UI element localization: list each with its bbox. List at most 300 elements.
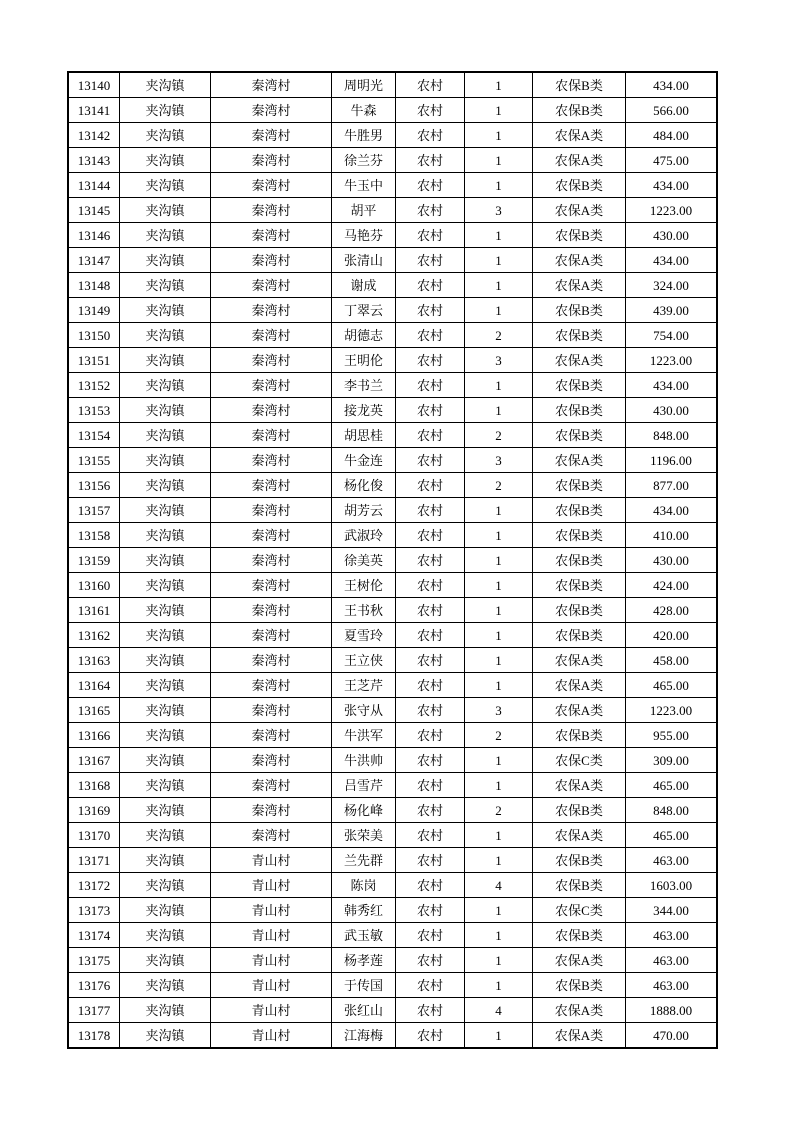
table-row (68, 748, 717, 773)
table-row (68, 423, 717, 448)
cell-amount: 1223.00 (626, 698, 718, 723)
table-row (68, 72, 717, 98)
cell-residence-type: 农村 (396, 698, 465, 723)
cell-person-name: 杨化俊 (332, 473, 396, 498)
cell-residence-type: 农村 (396, 773, 465, 798)
cell-person-name: 胡平 (332, 198, 396, 223)
cell-person-count: 1 (465, 748, 533, 773)
cell-village: 秦湾村 (211, 673, 332, 698)
cell-serial-number: 13161 (68, 598, 120, 623)
cell-village: 秦湾村 (211, 72, 332, 98)
cell-serial-number: 13141 (68, 98, 120, 123)
cell-person-count: 1 (465, 72, 533, 98)
cell-village: 秦湾村 (211, 823, 332, 848)
cell-village: 青山村 (211, 898, 332, 923)
cell-serial-number: 13151 (68, 348, 120, 373)
cell-residence-type: 农村 (396, 198, 465, 223)
cell-person-count: 1 (465, 973, 533, 998)
cell-village: 秦湾村 (211, 423, 332, 448)
cell-serial-number: 13173 (68, 898, 120, 923)
cell-amount: 428.00 (626, 598, 718, 623)
cell-serial-number: 13153 (68, 398, 120, 423)
cell-town: 夹沟镇 (120, 623, 211, 648)
cell-person-name: 牛森 (332, 98, 396, 123)
cell-village: 秦湾村 (211, 123, 332, 148)
cell-person-name: 周明光 (332, 72, 396, 98)
cell-serial-number: 13172 (68, 873, 120, 898)
cell-village: 青山村 (211, 848, 332, 873)
cell-serial-number: 13170 (68, 823, 120, 848)
cell-person-count: 1 (465, 673, 533, 698)
cell-town: 夹沟镇 (120, 998, 211, 1023)
cell-amount: 463.00 (626, 923, 718, 948)
cell-village: 秦湾村 (211, 473, 332, 498)
cell-village: 秦湾村 (211, 548, 332, 573)
cell-town: 夹沟镇 (120, 148, 211, 173)
cell-amount: 470.00 (626, 1023, 718, 1049)
cell-person-count: 1 (465, 498, 533, 523)
cell-amount: 420.00 (626, 623, 718, 648)
cell-village: 秦湾村 (211, 448, 332, 473)
cell-residence-type: 农村 (396, 223, 465, 248)
table-row (68, 998, 717, 1023)
cell-village: 青山村 (211, 1023, 332, 1049)
table-row (68, 648, 717, 673)
cell-insurance-category: 农保B类 (533, 548, 626, 573)
cell-person-count: 1 (465, 948, 533, 973)
cell-town: 夹沟镇 (120, 923, 211, 948)
cell-town: 夹沟镇 (120, 798, 211, 823)
cell-serial-number: 13164 (68, 673, 120, 698)
cell-town: 夹沟镇 (120, 223, 211, 248)
cell-residence-type: 农村 (396, 598, 465, 623)
cell-residence-type: 农村 (396, 973, 465, 998)
cell-serial-number: 13166 (68, 723, 120, 748)
cell-insurance-category: 农保A类 (533, 198, 626, 223)
cell-town: 夹沟镇 (120, 748, 211, 773)
cell-insurance-category: 农保A类 (533, 148, 626, 173)
cell-person-count: 2 (465, 323, 533, 348)
cell-town: 夹沟镇 (120, 898, 211, 923)
cell-insurance-category: 农保B类 (533, 798, 626, 823)
cell-insurance-category: 农保A类 (533, 248, 626, 273)
cell-residence-type: 农村 (396, 323, 465, 348)
cell-insurance-category: 农保A类 (533, 823, 626, 848)
cell-town: 夹沟镇 (120, 823, 211, 848)
cell-village: 秦湾村 (211, 698, 332, 723)
cell-town: 夹沟镇 (120, 598, 211, 623)
cell-amount: 439.00 (626, 298, 718, 323)
cell-town: 夹沟镇 (120, 523, 211, 548)
cell-village: 秦湾村 (211, 273, 332, 298)
cell-serial-number: 13162 (68, 623, 120, 648)
cell-village: 秦湾村 (211, 598, 332, 623)
cell-serial-number: 13145 (68, 198, 120, 223)
cell-residence-type: 农村 (396, 448, 465, 473)
table-row (68, 1023, 717, 1049)
table-row (68, 798, 717, 823)
cell-person-name: 于传国 (332, 973, 396, 998)
cell-town: 夹沟镇 (120, 98, 211, 123)
cell-person-name: 接龙英 (332, 398, 396, 423)
cell-village: 秦湾村 (211, 498, 332, 523)
cell-town: 夹沟镇 (120, 473, 211, 498)
cell-person-name: 张荣美 (332, 823, 396, 848)
cell-town: 夹沟镇 (120, 273, 211, 298)
cell-person-name: 牛洪帅 (332, 748, 396, 773)
cell-residence-type: 农村 (396, 523, 465, 548)
cell-residence-type: 农村 (396, 398, 465, 423)
cell-town: 夹沟镇 (120, 1023, 211, 1049)
cell-amount: 1888.00 (626, 998, 718, 1023)
cell-serial-number: 13178 (68, 1023, 120, 1049)
cell-person-count: 1 (465, 248, 533, 273)
cell-residence-type: 农村 (396, 348, 465, 373)
cell-person-name: 吕雪芹 (332, 773, 396, 798)
cell-person-name: 杨孝莲 (332, 948, 396, 973)
cell-insurance-category: 农保B类 (533, 398, 626, 423)
cell-insurance-category: 农保B类 (533, 72, 626, 98)
cell-serial-number: 13148 (68, 273, 120, 298)
cell-village: 青山村 (211, 873, 332, 898)
cell-person-name: 李书兰 (332, 373, 396, 398)
cell-residence-type: 农村 (396, 798, 465, 823)
cell-person-name: 韩秀红 (332, 898, 396, 923)
cell-town: 夹沟镇 (120, 723, 211, 748)
cell-person-count: 4 (465, 998, 533, 1023)
cell-person-count: 1 (465, 623, 533, 648)
cell-town: 夹沟镇 (120, 848, 211, 873)
cell-person-count: 1 (465, 848, 533, 873)
cell-serial-number: 13144 (68, 173, 120, 198)
cell-town: 夹沟镇 (120, 448, 211, 473)
cell-serial-number: 13171 (68, 848, 120, 873)
cell-residence-type: 农村 (396, 273, 465, 298)
cell-residence-type: 农村 (396, 423, 465, 448)
cell-village: 秦湾村 (211, 398, 332, 423)
cell-person-count: 3 (465, 198, 533, 223)
cell-amount: 309.00 (626, 748, 718, 773)
cell-town: 夹沟镇 (120, 323, 211, 348)
cell-village: 秦湾村 (211, 523, 332, 548)
cell-village: 秦湾村 (211, 98, 332, 123)
table-row (68, 398, 717, 423)
cell-residence-type: 农村 (396, 298, 465, 323)
cell-person-count: 1 (465, 373, 533, 398)
cell-serial-number: 13147 (68, 248, 120, 273)
cell-town: 夹沟镇 (120, 548, 211, 573)
table-row (68, 223, 717, 248)
cell-amount: 465.00 (626, 673, 718, 698)
cell-residence-type: 农村 (396, 248, 465, 273)
cell-village: 青山村 (211, 973, 332, 998)
table-row (68, 248, 717, 273)
cell-person-count: 1 (465, 223, 533, 248)
cell-person-name: 陈岗 (332, 873, 396, 898)
table-row (68, 473, 717, 498)
cell-amount: 465.00 (626, 773, 718, 798)
cell-insurance-category: 农保B类 (533, 923, 626, 948)
cell-person-name: 夏雪玲 (332, 623, 396, 648)
cell-person-count: 1 (465, 823, 533, 848)
cell-amount: 463.00 (626, 973, 718, 998)
cell-amount: 434.00 (626, 498, 718, 523)
cell-residence-type: 农村 (396, 573, 465, 598)
cell-amount: 463.00 (626, 948, 718, 973)
cell-serial-number: 13159 (68, 548, 120, 573)
cell-person-name: 牛洪军 (332, 723, 396, 748)
cell-person-count: 1 (465, 1023, 533, 1049)
cell-insurance-category: 农保A类 (533, 348, 626, 373)
cell-residence-type: 农村 (396, 498, 465, 523)
cell-person-count: 2 (465, 798, 533, 823)
cell-amount: 434.00 (626, 72, 718, 98)
cell-insurance-category: 农保B类 (533, 223, 626, 248)
insurance-payment-table (67, 71, 718, 1049)
cell-amount: 754.00 (626, 323, 718, 348)
cell-town: 夹沟镇 (120, 373, 211, 398)
cell-amount: 410.00 (626, 523, 718, 548)
cell-insurance-category: 农保B类 (533, 173, 626, 198)
cell-serial-number: 13175 (68, 948, 120, 973)
cell-serial-number: 13152 (68, 373, 120, 398)
cell-village: 秦湾村 (211, 148, 332, 173)
cell-village: 秦湾村 (211, 223, 332, 248)
cell-serial-number: 13155 (68, 448, 120, 473)
cell-person-name: 牛金连 (332, 448, 396, 473)
table-row (68, 173, 717, 198)
cell-residence-type: 农村 (396, 748, 465, 773)
cell-residence-type: 农村 (396, 873, 465, 898)
cell-person-count: 1 (465, 398, 533, 423)
cell-insurance-category: 农保B类 (533, 373, 626, 398)
cell-town: 夹沟镇 (120, 873, 211, 898)
cell-insurance-category: 农保A类 (533, 448, 626, 473)
cell-person-count: 2 (465, 723, 533, 748)
cell-village: 秦湾村 (211, 298, 332, 323)
cell-village: 青山村 (211, 998, 332, 1023)
table-row (68, 673, 717, 698)
cell-insurance-category: 农保C类 (533, 748, 626, 773)
cell-amount: 848.00 (626, 423, 718, 448)
cell-town: 夹沟镇 (120, 398, 211, 423)
cell-serial-number: 13174 (68, 923, 120, 948)
cell-serial-number: 13140 (68, 72, 120, 98)
cell-residence-type: 农村 (396, 848, 465, 873)
cell-village: 秦湾村 (211, 323, 332, 348)
cell-residence-type: 农村 (396, 148, 465, 173)
cell-person-name: 江海梅 (332, 1023, 396, 1049)
cell-town: 夹沟镇 (120, 573, 211, 598)
cell-person-name: 谢成 (332, 273, 396, 298)
cell-person-name: 王芝芹 (332, 673, 396, 698)
cell-serial-number: 13146 (68, 223, 120, 248)
table-row (68, 448, 717, 473)
cell-person-count: 1 (465, 98, 533, 123)
cell-town: 夹沟镇 (120, 173, 211, 198)
cell-amount: 324.00 (626, 273, 718, 298)
table-row (68, 498, 717, 523)
cell-town: 夹沟镇 (120, 973, 211, 998)
cell-residence-type: 农村 (396, 373, 465, 398)
cell-village: 青山村 (211, 923, 332, 948)
cell-amount: 430.00 (626, 548, 718, 573)
cell-village: 秦湾村 (211, 373, 332, 398)
cell-insurance-category: 农保B类 (533, 873, 626, 898)
table-body (68, 72, 717, 1048)
cell-village: 秦湾村 (211, 573, 332, 598)
cell-amount: 848.00 (626, 798, 718, 823)
table-row (68, 873, 717, 898)
cell-amount: 475.00 (626, 148, 718, 173)
table-row (68, 773, 717, 798)
cell-residence-type: 农村 (396, 898, 465, 923)
table-row (68, 973, 717, 998)
cell-amount: 955.00 (626, 723, 718, 748)
cell-residence-type: 农村 (396, 173, 465, 198)
cell-residence-type: 农村 (396, 998, 465, 1023)
cell-amount: 430.00 (626, 223, 718, 248)
cell-person-name: 丁翠云 (332, 298, 396, 323)
cell-serial-number: 13165 (68, 698, 120, 723)
cell-person-name: 王书秋 (332, 598, 396, 623)
cell-residence-type: 农村 (396, 72, 465, 98)
cell-insurance-category: 农保B类 (533, 598, 626, 623)
table-row (68, 348, 717, 373)
cell-person-count: 1 (465, 648, 533, 673)
cell-person-count: 1 (465, 173, 533, 198)
cell-person-count: 2 (465, 473, 533, 498)
table-row (68, 298, 717, 323)
cell-person-name: 张清山 (332, 248, 396, 273)
table-row (68, 898, 717, 923)
cell-person-name: 牛胜男 (332, 123, 396, 148)
cell-person-name: 武淑玲 (332, 523, 396, 548)
cell-person-name: 胡德志 (332, 323, 396, 348)
cell-residence-type: 农村 (396, 673, 465, 698)
table-row (68, 323, 717, 348)
table-row (68, 548, 717, 573)
cell-insurance-category: 农保B类 (533, 298, 626, 323)
cell-amount: 434.00 (626, 248, 718, 273)
cell-person-count: 1 (465, 923, 533, 948)
cell-person-name: 徐美英 (332, 548, 396, 573)
cell-town: 夹沟镇 (120, 298, 211, 323)
cell-person-count: 3 (465, 698, 533, 723)
cell-amount: 1603.00 (626, 873, 718, 898)
cell-town: 夹沟镇 (120, 948, 211, 973)
cell-insurance-category: 农保A类 (533, 273, 626, 298)
cell-amount: 434.00 (626, 173, 718, 198)
cell-village: 秦湾村 (211, 348, 332, 373)
cell-insurance-category: 农保A类 (533, 1023, 626, 1049)
cell-town: 夹沟镇 (120, 648, 211, 673)
cell-person-count: 1 (465, 273, 533, 298)
cell-person-count: 1 (465, 573, 533, 598)
cell-person-count: 1 (465, 548, 533, 573)
cell-residence-type: 农村 (396, 623, 465, 648)
cell-insurance-category: 农保B类 (533, 573, 626, 598)
cell-insurance-category: 农保B类 (533, 323, 626, 348)
cell-amount: 344.00 (626, 898, 718, 923)
cell-town: 夹沟镇 (120, 72, 211, 98)
cell-serial-number: 13177 (68, 998, 120, 1023)
cell-town: 夹沟镇 (120, 673, 211, 698)
cell-serial-number: 13157 (68, 498, 120, 523)
table-row (68, 123, 717, 148)
cell-serial-number: 13158 (68, 523, 120, 548)
cell-residence-type: 农村 (396, 723, 465, 748)
cell-serial-number: 13167 (68, 748, 120, 773)
cell-insurance-category: 农保B类 (533, 623, 626, 648)
cell-person-count: 3 (465, 348, 533, 373)
cell-amount: 458.00 (626, 648, 718, 673)
cell-person-count: 1 (465, 123, 533, 148)
cell-town: 夹沟镇 (120, 423, 211, 448)
table-row (68, 723, 717, 748)
cell-person-count: 4 (465, 873, 533, 898)
cell-amount: 1223.00 (626, 348, 718, 373)
cell-serial-number: 13169 (68, 798, 120, 823)
cell-insurance-category: 农保A类 (533, 773, 626, 798)
cell-insurance-category: 农保A类 (533, 998, 626, 1023)
cell-residence-type: 农村 (396, 648, 465, 673)
cell-village: 秦湾村 (211, 623, 332, 648)
table-row (68, 573, 717, 598)
cell-serial-number: 13168 (68, 773, 120, 798)
cell-person-name: 牛玉中 (332, 173, 396, 198)
cell-person-count: 3 (465, 448, 533, 473)
cell-person-name: 胡芳云 (332, 498, 396, 523)
table-row (68, 373, 717, 398)
cell-person-name: 王立侠 (332, 648, 396, 673)
cell-serial-number: 13163 (68, 648, 120, 673)
table-row (68, 523, 717, 548)
cell-village: 秦湾村 (211, 248, 332, 273)
cell-town: 夹沟镇 (120, 698, 211, 723)
cell-person-name: 兰先群 (332, 848, 396, 873)
cell-serial-number: 13154 (68, 423, 120, 448)
cell-insurance-category: 农保A类 (533, 673, 626, 698)
table-row (68, 273, 717, 298)
cell-residence-type: 农村 (396, 923, 465, 948)
cell-person-count: 1 (465, 598, 533, 623)
cell-insurance-category: 农保A类 (533, 698, 626, 723)
cell-person-name: 张红山 (332, 998, 396, 1023)
table-row (68, 698, 717, 723)
cell-amount: 424.00 (626, 573, 718, 598)
cell-residence-type: 农村 (396, 948, 465, 973)
cell-person-name: 马艳芬 (332, 223, 396, 248)
table-row (68, 623, 717, 648)
cell-amount: 463.00 (626, 848, 718, 873)
cell-residence-type: 农村 (396, 98, 465, 123)
cell-person-name: 徐兰芬 (332, 148, 396, 173)
cell-village: 秦湾村 (211, 723, 332, 748)
cell-village: 秦湾村 (211, 798, 332, 823)
cell-insurance-category: 农保B类 (533, 98, 626, 123)
cell-residence-type: 农村 (396, 473, 465, 498)
cell-village: 秦湾村 (211, 748, 332, 773)
cell-serial-number: 13176 (68, 973, 120, 998)
cell-insurance-category: 农保A类 (533, 948, 626, 973)
cell-amount: 566.00 (626, 98, 718, 123)
cell-town: 夹沟镇 (120, 348, 211, 373)
cell-person-name: 武玉敏 (332, 923, 396, 948)
cell-village: 青山村 (211, 948, 332, 973)
cell-insurance-category: 农保B类 (533, 473, 626, 498)
cell-person-count: 1 (465, 523, 533, 548)
